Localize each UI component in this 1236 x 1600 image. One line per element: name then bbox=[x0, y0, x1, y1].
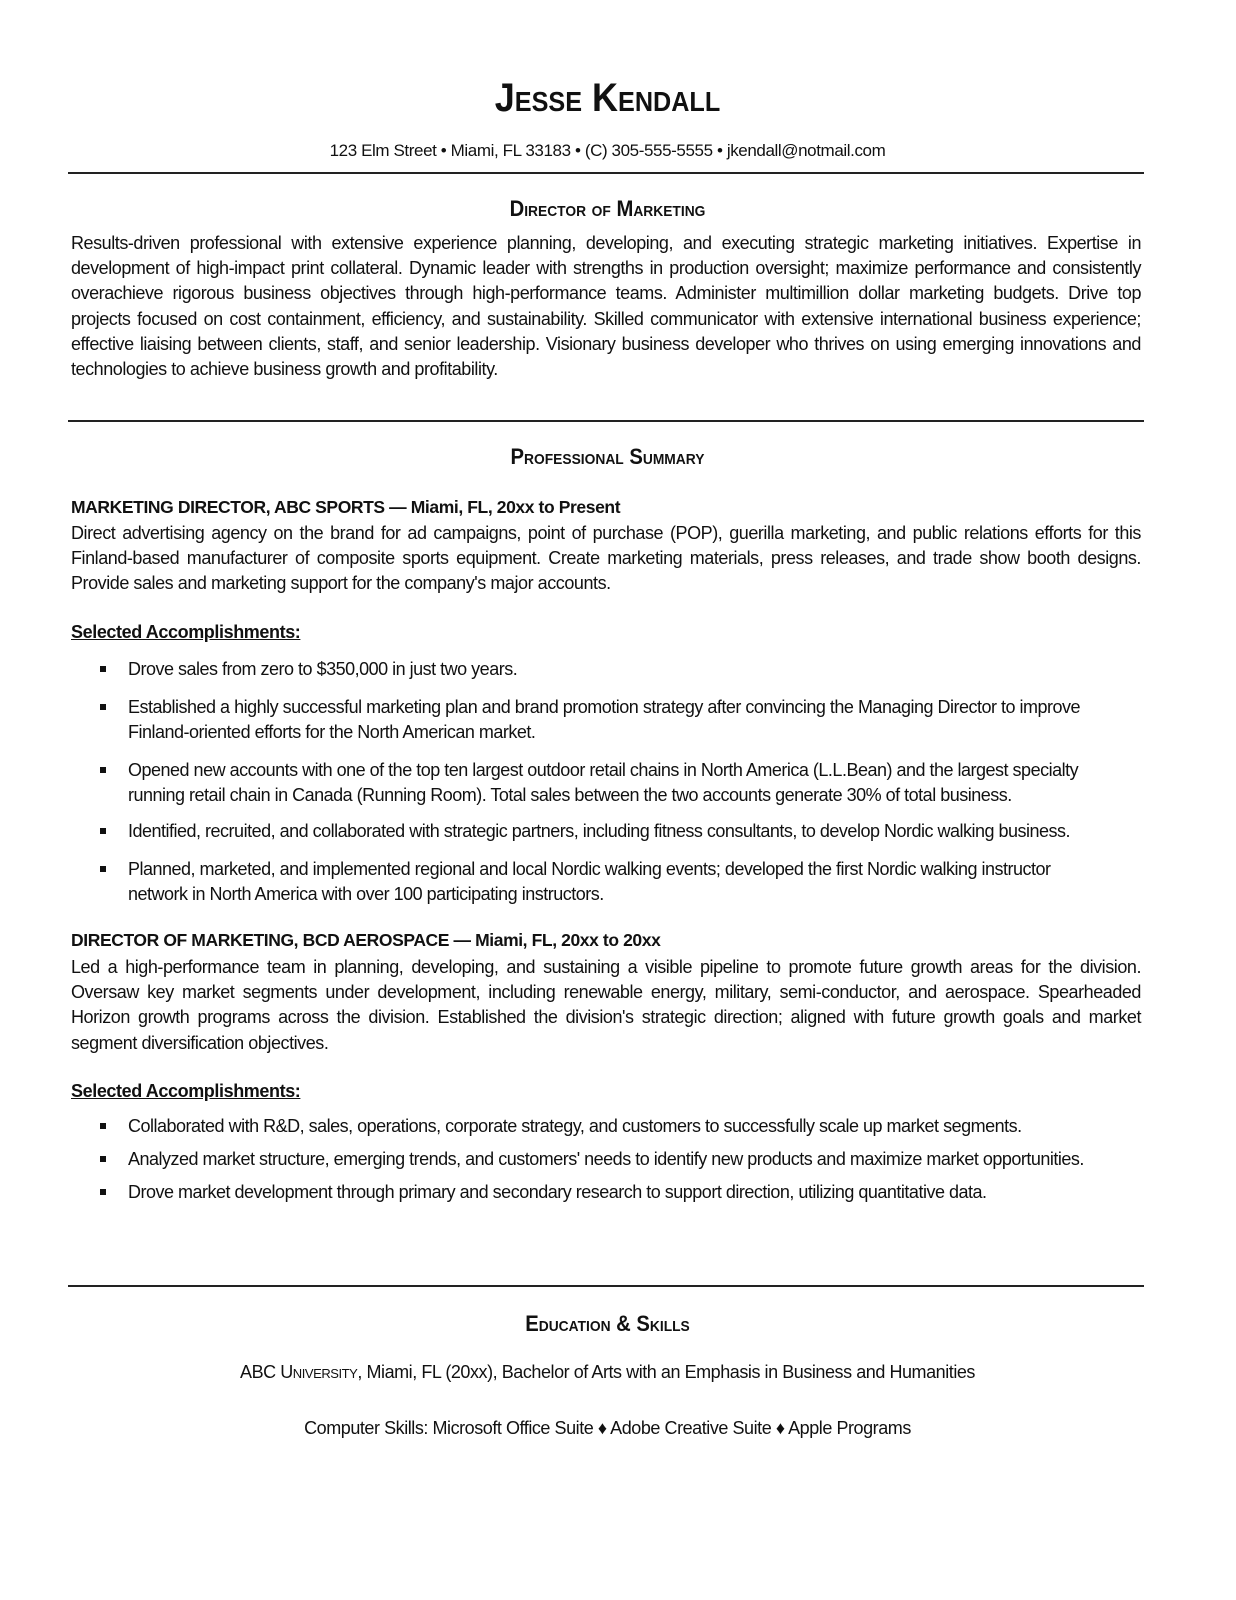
contact-line: 123 Elm Street • Miami, FL 33183 • (C) 305-555-5555 • jkendall@notmail.com bbox=[329, 141, 886, 160]
list-item bbox=[71, 657, 1091, 682]
job-description: Led a high-performance team in planning, developing, and sustaining a visible pipeline to promote future growth areas for the division. Oversaw key market segments under development, including renewable energy, military, semi-conductor, and aerospace. Spearheaded Horizon growth programs across the division. Established the division's strategic direction; aligned with future growth goals and market segment diversification objectives. bbox=[71, 957, 1141, 1053]
divider bbox=[68, 420, 1144, 422]
summary-heading: Professional Summary bbox=[510, 444, 705, 469]
item-text: Collaborated with R&D, sales, operations, corporate strategy, and customers to successfully scale up market segments. bbox=[128, 1116, 1022, 1136]
accomplishments-label: Selected Accomplishments: bbox=[71, 622, 301, 642]
computer-skills: Computer Skills: Microsoft Office Suite ♦ Adobe Creative Suite ♦ Apple Programs bbox=[304, 1418, 911, 1438]
job-heading: MARKETING DIRECTOR, ABC SPORTS — Miami, FL, 20xx to Present bbox=[71, 497, 621, 517]
accomplishments-label: Selected Accomplishments: bbox=[71, 1081, 301, 1101]
bullet-icon bbox=[100, 1123, 106, 1129]
list-item bbox=[71, 1147, 1091, 1172]
school-name: ABC bbox=[240, 1362, 276, 1382]
accomplishments-list bbox=[71, 657, 1091, 907]
bullet-icon bbox=[100, 1189, 106, 1195]
list-item bbox=[71, 758, 1091, 808]
bullet-icon bbox=[100, 828, 106, 834]
list-item bbox=[71, 1114, 1091, 1139]
job-heading: DIRECTOR OF MARKETING, BCD AEROSPACE — Miami, FL, 20xx to 20xx bbox=[71, 930, 661, 950]
divider bbox=[68, 1285, 1144, 1287]
item-text: Identified, recruited, and collaborated with strategic partners, including fitness consultants, to develop Nordic walking business. bbox=[128, 821, 1071, 841]
bullet-icon bbox=[100, 1156, 106, 1162]
item-text: Established a highly successful marketing plan and brand promotion strategy after convincing the Managing Director to improve Finland-oriented efforts for the North American market. bbox=[128, 697, 1081, 742]
degree-text: , Miami, FL (20xx), Bachelor of Arts with an Emphasis in Business and Humanities bbox=[357, 1362, 975, 1382]
education-heading: Education & Skills bbox=[525, 1311, 690, 1336]
item-text: Opened new accounts with one of the top ten largest outdoor retail chains in North America (L.L.Bean) and the largest specialty running retail chain in Canada (Running Room). Total sales between the two accounts generate 30% of total business. bbox=[128, 760, 1079, 805]
candidate-name: Jesse Kendall bbox=[494, 76, 721, 120]
education-line bbox=[71, 1362, 1144, 1383]
item-text: Analyzed market structure, emerging trends, and customers' needs to identify new products and maximize market opportunities. bbox=[128, 1149, 1084, 1169]
job-description: Direct advertising agency on the brand for ad campaigns, point of purchase (POP), guerilla marketing, and public relations efforts for this Finland-based manufacturer of composite sports equipment. Create marketing materials, press releases, and trade show booth designs. Provide sales and marketing support for the company's major accounts. bbox=[71, 523, 1141, 594]
school-word: University bbox=[280, 1362, 358, 1382]
list-item bbox=[71, 857, 1091, 907]
bullet-icon bbox=[100, 767, 106, 773]
bullet-icon bbox=[100, 666, 106, 672]
list-item bbox=[71, 695, 1091, 745]
objective-heading: Director of Marketing bbox=[509, 196, 706, 221]
item-text: Drove market development through primary and secondary research to support direction, utilizing quantitative data. bbox=[128, 1182, 987, 1202]
list-item bbox=[71, 819, 1091, 844]
item-text: Drove sales from zero to $350,000 in just two years. bbox=[128, 659, 518, 679]
bullet-icon bbox=[100, 704, 106, 710]
item-text: Planned, marketed, and implemented regional and local Nordic walking events; developed the first Nordic walking instructor network in North America with over 100 participating instructors. bbox=[128, 859, 1051, 904]
accomplishments-list bbox=[71, 1114, 1091, 1205]
objective-text: Results-driven professional with extensive experience planning, developing, and executing strategic marketing initiatives. Expertise in development of high-impact print collateral. Dynamic leader with strengths in production oversight; maximize performance and consistently overachieve rigorous business objectives through high-performance teams. Administer multimillion dollar marketing budgets. Drive top projects focused on cost containment, efficiency, and sustainability. Skilled communicator with extensive international business experience; effective liaising between clients, staff, and senior leadership. Visionary business developer who thrives on using emerging innovations and technologies to achieve business growth and profitability. bbox=[71, 233, 1141, 380]
bullet-icon bbox=[100, 866, 106, 872]
list-item bbox=[71, 1180, 1091, 1205]
divider bbox=[68, 172, 1144, 174]
